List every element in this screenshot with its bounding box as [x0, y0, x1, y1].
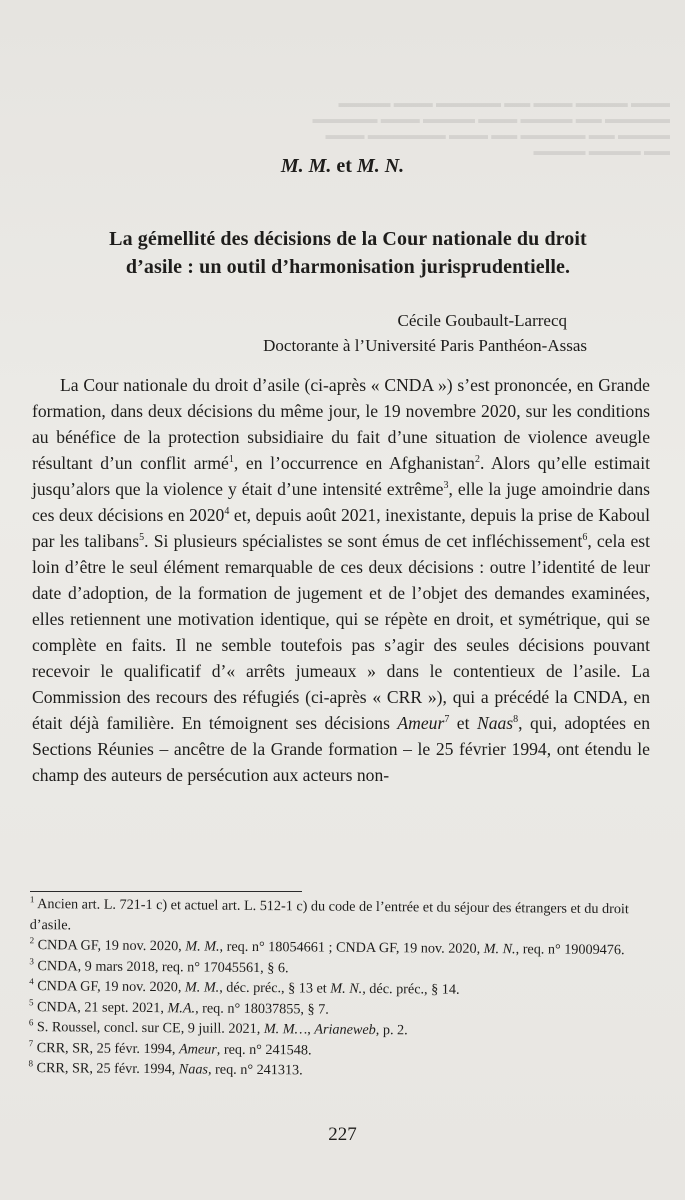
footnote-text: , [307, 1021, 315, 1038]
text-run: et, depuis août 2021, inexistante, depuis la prise de Kaboul par les talibans [32, 505, 650, 551]
footnote-number: 6 [28, 1017, 34, 1028]
footnote-number: 4 [29, 976, 34, 987]
footnotes [28, 894, 666, 1084]
footnote-italic: M. M. [185, 938, 220, 955]
paragraph [32, 372, 650, 788]
author-name: Cécile Goubault-Larrecq [397, 311, 567, 330]
footnote-italic: M. N. [483, 940, 516, 958]
article-title [0, 155, 685, 178]
footnote-text: CNDA GF, 19 nov. 2020, [37, 978, 186, 996]
footnote-text: CNDA GF, 19 nov. 2020, [37, 937, 186, 955]
body-text [32, 372, 650, 788]
footnote-italic: M. N. [330, 980, 363, 997]
author-block [0, 308, 685, 358]
footnote-number: 3 [29, 955, 34, 966]
footnote-8 [28, 1058, 664, 1084]
footnote-text: , déc. préc., § 13 et [219, 979, 331, 997]
case-name-naas: Naas [476, 713, 514, 733]
footnote-ref: 2 [474, 454, 480, 466]
title-part-b: M. N. [356, 155, 405, 177]
text-run: , elle la juge amoindrie dans ces deux décisions en 2020 [32, 479, 650, 525]
footnote-text: , déc. préc., § 14. [362, 980, 460, 998]
article-subtitle [48, 225, 648, 281]
footnote-ref: 3 [443, 480, 449, 492]
footnote-text: CRR, SR, 25 févr. 1994, [36, 1039, 180, 1057]
footnote-italic: M.A. [167, 999, 196, 1016]
text-run: . Alors qu’elle estimait jusqu’alors que la violence y était d’une intensité extrême [32, 453, 650, 499]
footnote-italic: Naas [178, 1061, 209, 1078]
footnote-ref: 8 [513, 714, 519, 726]
title-part-a: M. M. [280, 155, 332, 177]
text-run: , cela est loin d’être le seul élément remarquable de ces deux décisions : outre l’identité de leur date d’adoption, de la formation de jugement et de l’objet des demandes examinées, elles retiennent une motivation identique, qui se répète en droit, et symétrique, qui se complète en faits. Il ne semble toutefois pas s’agir des seules décisions pouvant recevoir le qualificatif d’« arrêts jumeaux » dans le contentieux de l’asile. La Commission des recours des réfugiés (ci-après « CRR »), qui a précédé la CNDA, en était déjà familière. En témoignent ses décisions [32, 531, 650, 733]
text-run: , qui, adoptées en Sections Réunies – ancêtre de la Grande formation – le 25 février 1994, ont étendu le champ des auteurs de persécution aux acteurs non- [32, 713, 650, 785]
footnote-ref: 5 [139, 532, 145, 544]
bleed-through-text: ▬▬▬ ▬▬▬▬ ▬▬▬ ▬▬ ▬▬▬▬▬ ▬▬▬ ▬▬▬▬ ▬▬▬▬▬ ▬▬ ▬▬▬▬ ▬▬▬ ▬▬▬▬ ▬▬▬ ▬▬▬▬▬ ▬▬▬▬ ▬▬ ▬▬▬▬▬ ▬▬ ▬▬▬ ▬▬▬▬▬▬ ▬▬▬ ▬▬ ▬▬▬▬ ▬▬▬▬ [312, 95, 670, 155]
text-run: et [449, 713, 477, 733]
footnote-ref: 4 [224, 506, 230, 518]
subtitle-line-2: d’asile : un outil d’harmonisation jurisprudentielle. [125, 256, 571, 278]
footnote-text: Ancien art. L. 721-1 c) et actuel art. L. 512-1 c) du code de l’entrée et du séjour des étrangers et du droit d’asile. [29, 896, 629, 933]
footnote-number: 7 [28, 1037, 34, 1048]
footnote-ref: 1 [228, 454, 234, 466]
footnote-text: S. Roussel, concl. sur CE, 9 juill. 2021, [36, 1019, 264, 1038]
text-run: . Si plusieurs spécialistes se sont émus de cet infléchissement [144, 531, 583, 551]
footnote-1 [30, 894, 666, 941]
footnote-italic: Arianeweb [314, 1021, 376, 1039]
footnote-italic: M. M. [184, 979, 220, 996]
footnote-number: 8 [28, 1058, 34, 1069]
footnote-text: , req. n° 241313. [207, 1061, 303, 1079]
footnote-text: CRR, SR, 25 févr. 1994, [36, 1060, 179, 1078]
case-name-ameur: Ameur [397, 713, 445, 733]
footnote-text: , req. n° 19009476. [515, 941, 625, 959]
footnote-text: , req. n° 241548. [216, 1041, 312, 1058]
text-run: , en l’occurrence en Afghanistan [233, 453, 475, 473]
footnote-ref: 7 [444, 714, 450, 726]
footnote-number: 1 [29, 894, 35, 905]
footnote-italic: M. M… [263, 1021, 308, 1038]
footnote-separator [30, 891, 302, 892]
subtitle-line-1: La gémellité des décisions de la Cour nationale du droit [109, 228, 587, 250]
author-affiliation: Doctorante à l’Université Paris Panthéon-Assas [263, 336, 587, 355]
footnote-italic: Ameur [178, 1040, 217, 1058]
footnote-text: , req. n° 18054661 ; CNDA GF, 19 nov. 2020, [219, 938, 484, 957]
footnote-number: 2 [29, 935, 35, 946]
footnote-text: CNDA, 9 mars 2018, req. n° 17045561, § 6. [37, 957, 289, 976]
footnote-text: , req. n° 18037855, § 7. [195, 999, 329, 1018]
title-et: et [336, 155, 352, 177]
footnote-ref: 6 [582, 532, 588, 544]
text-run: La Cour nationale du droit d’asile (ci-après « CNDA ») s’est prononcée, en Grande formation, dans deux décisions du même jour, le 19 novembre 2020, sur les conditions au bénéfice de la protection subsidiaire du fait d’une situation de violence aveugle résultant d’un conflit armé [32, 375, 650, 473]
footnote-number: 5 [29, 996, 34, 1007]
footnote-text: , p. 2. [375, 1022, 408, 1039]
footnote-text: CNDA, 21 sept. 2021, [36, 998, 168, 1016]
page-number: 227 [328, 1124, 357, 1145]
